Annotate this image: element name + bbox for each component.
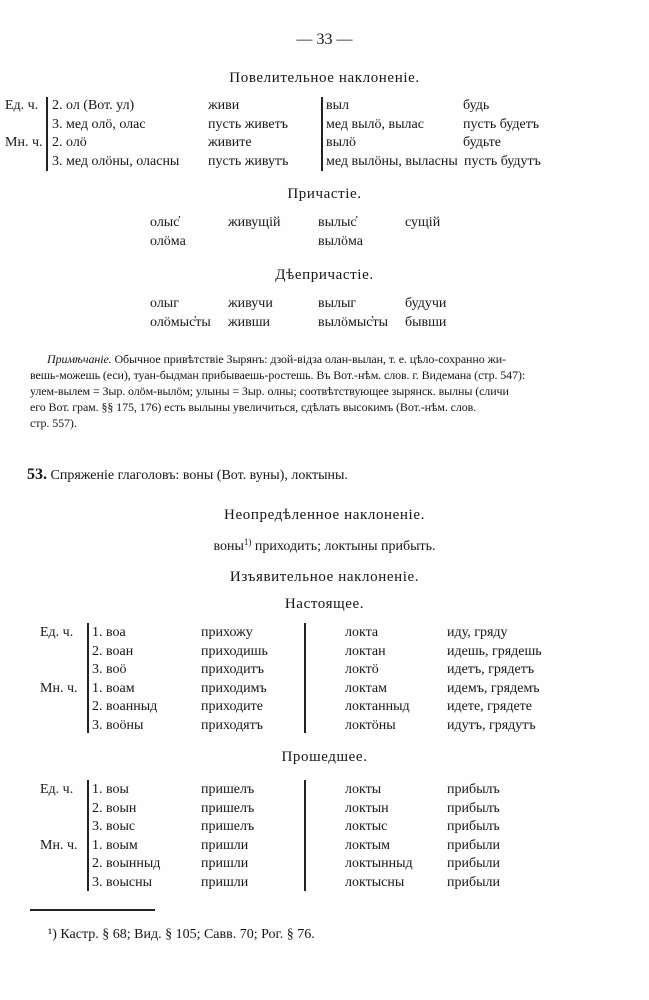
footnote: ¹) Кастр. § 68; Вид. § 105; Савв. 70; Рог. § 76. — [48, 927, 315, 942]
table-cell-c2: приходимъ — [201, 680, 267, 696]
table-cell-c4: прибыли — [447, 837, 500, 853]
table-cell-c4: прибылъ — [447, 782, 500, 797]
imperative-title: Повелительное наклоненіе. — [229, 70, 420, 86]
table-cell-c3: мед вылӧ, вылас — [326, 116, 424, 132]
table-cell-c3: локтысны — [345, 875, 405, 890]
section-number: 53. — [27, 466, 47, 483]
infinitive-line — [0, 534, 649, 555]
table-cell-c1: 2. воын — [92, 800, 137, 816]
table-cell-c4: идетъ, грядетъ — [447, 662, 535, 678]
table-cell-c3: локтым — [345, 837, 390, 853]
table-cell-c3: локтан — [345, 643, 386, 659]
table-cell-c4: будьте — [463, 135, 502, 150]
table-cell-c4: идутъ, грядутъ — [447, 718, 536, 733]
table-cell-c3: локты — [345, 782, 382, 797]
table-cell-c4: идешь, грядешь — [447, 643, 542, 659]
table-cell-c3: локтынныд — [345, 856, 413, 872]
table-cell-c2: приходишь — [201, 643, 268, 659]
table-cell-c4: прибылъ — [447, 819, 500, 835]
table-cell-c1: 1. воы — [92, 782, 129, 797]
infinitive-title: Неопредѣленное наклоненіе. — [224, 507, 425, 523]
gerund-title: Дѣепричастіе. — [275, 267, 374, 283]
table-cell-c4: сущій — [405, 215, 441, 230]
table-cell-c1: 2. олӧ — [52, 135, 87, 150]
present-bracket-line — [87, 623, 89, 733]
participle-title: Причастіе. — [287, 186, 362, 202]
table-cell-c4: прибылъ — [447, 800, 500, 816]
table-cell-c1: 3. воыс — [92, 819, 136, 835]
table-cell-c2: прихожу — [201, 625, 253, 640]
table-cell-c1: 3. мед олӧны, оласны — [52, 153, 180, 169]
past-divider-line — [304, 780, 306, 891]
table-cell-c1: олӧмыс̓ты — [150, 315, 211, 330]
table-cell-c2: пусть живутъ — [208, 153, 289, 169]
table-cell-c3: вылыс̓ — [318, 215, 357, 230]
table-cell-c2: приходятъ — [201, 718, 263, 733]
table-cell-c4: будучи — [405, 296, 447, 311]
footnote-rule — [30, 909, 155, 911]
page-number: — 33 — — [296, 31, 353, 48]
table-cell-c1: 1. воам — [92, 680, 135, 696]
table-cell-c4: иду, гряду — [447, 625, 508, 640]
imperative-divider-line — [321, 97, 323, 171]
table-cell-c3: вылӧмыс̓ты — [318, 315, 389, 330]
table-cell-c2: живущій — [228, 215, 281, 230]
table-cell-c1: 1. воа — [92, 625, 126, 640]
number-label: Ед. ч. — [40, 782, 74, 797]
table-cell-c1: 3. воӧны — [92, 718, 144, 733]
section-title: Спряженіе глаголовъ: воны (Вот. вуны), локтыны. — [50, 468, 348, 483]
note-line-5: стр. 557). — [30, 416, 77, 430]
number-label: Мн. ч. — [40, 837, 78, 853]
table-cell-c4: прибыли — [447, 875, 500, 890]
table-cell-c1: 3. воӧ — [92, 662, 127, 678]
table-cell-c3: локтӧны — [345, 718, 396, 733]
table-cell-c2: пришли — [201, 837, 249, 853]
footnote-ref[interactable]: 1) — [243, 537, 252, 547]
number-label: Мн. ч. — [5, 135, 43, 150]
table-cell-c3: вылӧма — [318, 234, 363, 249]
note-line-3: улем-вылем = Зыр. олӧм-вылӧм; улыны = Зыр. олны; соотвѣтствующее зырянск. вылны (сличи — [30, 384, 509, 398]
table-cell-c2: приходите — [201, 699, 263, 715]
note-line-2: вешь-можешь (еси), туан-быдман прибываешь-ростешь. Въ Вот.-нѣм. слов. г. Видемана (стр. 547): — [30, 368, 526, 382]
table-cell-c3: локтыс — [345, 819, 388, 835]
past-bracket-line — [87, 780, 89, 891]
table-cell-c3: вылыг — [318, 296, 357, 311]
past-title: Прошедшее. — [281, 749, 368, 765]
imperative-bracket-line — [46, 97, 48, 171]
table-cell-c1: 3. мед олӧ, олас — [52, 116, 146, 132]
infinitive-rest: приходить; локтыны прибыть. — [251, 539, 436, 554]
table-cell-c4: пусть будутъ — [464, 153, 541, 169]
section-heading — [27, 466, 348, 484]
number-label: Мн. ч. — [40, 680, 78, 696]
table-cell-c1: 3. воысны — [92, 875, 153, 890]
note-line-4: его Вот. грам. §§ 175, 176) есть вылыны увеличиться, сдѣлать высокимъ (Вот.-нѣм. слов. — [30, 400, 477, 414]
present-title: Настоящее. — [284, 596, 365, 612]
table-cell-c2: пришелъ — [201, 819, 255, 835]
table-cell-c3: выл — [326, 98, 350, 113]
table-cell-c1: 1. воым — [92, 837, 138, 853]
table-cell-c2: живите — [208, 135, 252, 150]
table-cell-c2: живучи — [228, 296, 273, 311]
table-cell-c1: олыг — [150, 296, 179, 311]
table-cell-c2: пришли — [201, 856, 249, 872]
indicative-title: Изъявительное наклоненіе. — [229, 569, 420, 585]
table-cell-c4: прибыли — [447, 856, 500, 872]
table-cell-c2: живи — [208, 98, 240, 113]
table-cell-c2: пришелъ — [201, 782, 255, 797]
table-cell-c4: будь — [463, 98, 490, 113]
table-cell-c2: пусть живетъ — [208, 116, 288, 132]
table-cell-c3: локтанныд — [345, 699, 410, 715]
table-cell-c2: приходитъ — [201, 662, 265, 678]
table-cell-c1: 2. воан — [92, 643, 134, 659]
table-cell-c2: пришли — [201, 875, 249, 890]
table-cell-c3: локтын — [345, 800, 389, 816]
note-label: Примѣчаніе. — [47, 352, 112, 366]
table-cell-c1: 2. ол (Вот. ул) — [52, 98, 135, 113]
table-cell-c1: 2. воанныд — [92, 699, 158, 715]
table-cell-c4: пусть будетъ — [463, 116, 540, 132]
table-cell-c3: локтӧ — [345, 662, 379, 678]
table-cell-c4: идемъ, грядемъ — [447, 680, 540, 696]
table-cell-c3: мед вылӧны, выласны — [326, 153, 458, 169]
present-divider-line — [304, 623, 306, 733]
table-cell-c1: олыс̓ — [150, 215, 180, 230]
table-cell-c2: живши — [228, 315, 271, 330]
note-line-1 — [47, 352, 506, 367]
number-label: Ед. ч. — [5, 98, 39, 113]
table-cell-c3: локтам — [345, 680, 387, 696]
table-cell-c3: вылӧ — [326, 135, 357, 150]
table-cell-c2: пришелъ — [201, 800, 255, 816]
number-label: Ед. ч. — [40, 625, 74, 640]
table-cell-c1: олӧма — [150, 234, 186, 249]
infinitive-word: воны — [213, 539, 244, 554]
table-cell-c3: локта — [345, 625, 379, 640]
table-cell-c4: идете, грядете — [447, 699, 533, 715]
note-text: Обычное привѣтствіе Зырянъ: дзой-відза олан-вылан, т. е. цѣло-сохранно жи- — [114, 352, 506, 366]
table-cell-c1: 2. воынныд — [92, 856, 161, 872]
table-cell-c4: бывши — [405, 315, 447, 330]
